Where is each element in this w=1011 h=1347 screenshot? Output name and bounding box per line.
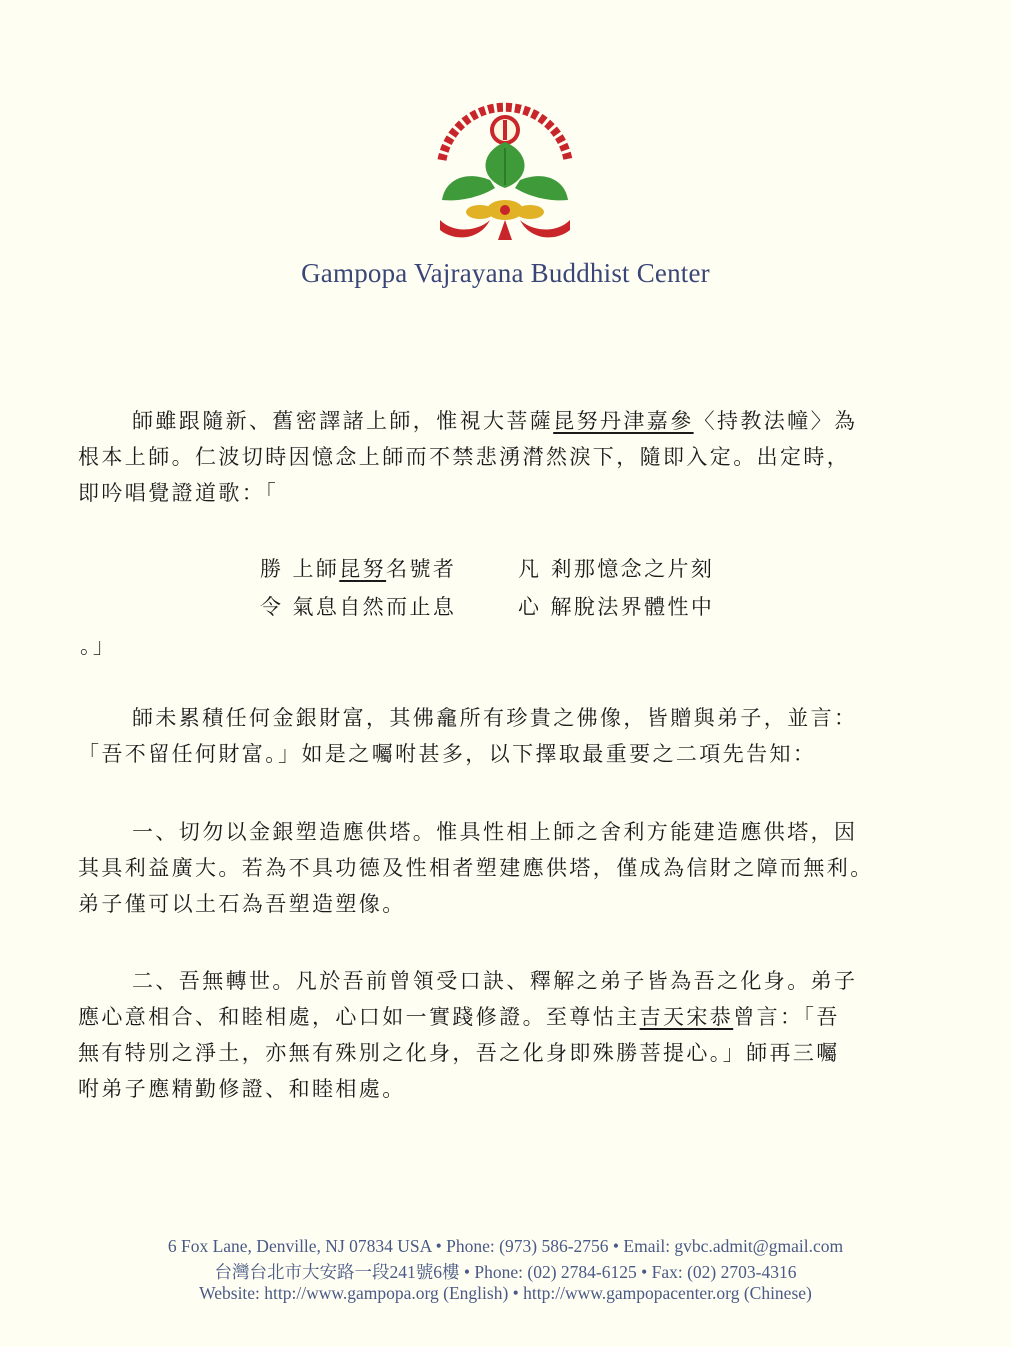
- paragraph-4: [78, 963, 918, 1107]
- verse-line-2: 令 氣息自然而止息 心 解脫法界體性中: [260, 591, 456, 621]
- paragraph-2: [78, 700, 918, 772]
- logo-emblem-icon: [420, 70, 590, 250]
- paragraph-4-line-1: 二、吾無轉世。凡於吾前曾領受口訣、釋解之弟子皆為吾之化身。弟子: [132, 969, 858, 993]
- paragraph-4-line-4: 咐弟子應精勤修證、和睦相處。: [78, 1077, 406, 1101]
- paragraph-1: [78, 403, 918, 511]
- verse-line-1: 勝 上師昆努名號者 凡 剎那憶念之片刻: [260, 553, 456, 583]
- paragraph-4-line-2: 應心意相合、和睦相處，心口如一實踐修證。至尊怙主吉天宋恭曾言：「吾: [78, 1005, 840, 1029]
- footer-address-taiwan: 台灣台北市大安路一段241號6樓 • Phone: (02) 2784-6125 • Fax: (02) 2703-4316: [214, 1262, 797, 1282]
- paragraph-1-line-1: 師雖跟隨新、舊密譯諸上師，惟視大菩薩昆努丹津嘉參〈持教法幢〉為: [132, 409, 858, 433]
- footer-websites: Website: http://www.gampopa.org (English) • http://www.gampopacenter.org (Chinese): [199, 1283, 812, 1303]
- paragraph-3-line-1: 一、切勿以金銀塑造應供塔。惟具性相上師之舍利方能建造應供塔，因: [132, 820, 858, 844]
- verse-underlined-name: 昆努: [339, 557, 387, 581]
- paragraph-3-line-2: 其具利益廣大。若為不具功德及性相者塑建應供塔，僅成為信財之障而無利。: [78, 856, 874, 880]
- paragraph-4-line-3: 無有特別之淨土，亦無有殊別之化身，吾之化身即殊勝菩提心。」師再三囑: [78, 1041, 840, 1065]
- paragraph-3-line-3: 弟子僅可以土石為吾塑造塑像。: [78, 892, 406, 916]
- organization-title: Gampopa Vajrayana Buddhist Center: [301, 258, 710, 288]
- paragraph-1-line-2: 根本上師。仁波切時因憶念上師而不禁悲湧潸然淚下，隨即入定。出定時，: [78, 445, 851, 469]
- footer-address-us: 6 Fox Lane, Denville, NJ 07834 USA • Phone: (973) 586-2756 • Email: gvbc.admit@gmail.com: [167, 1236, 844, 1256]
- paragraph-2-line-2: 「吾不留任何財富。」如是之囑咐甚多，以下擇取最重要之二項先告知：: [78, 742, 817, 766]
- verse-closing-quote: 。」: [80, 634, 117, 658]
- paragraph-3: [78, 814, 918, 922]
- verse-line-2-second-half: 心 解脫法界體性中: [518, 595, 715, 619]
- center-logo: [420, 70, 590, 250]
- underlined-name-jigten-sumgon: 吉天宋恭: [639, 1005, 734, 1029]
- paragraph-1-line-3: 即吟唱覺證道歌：「: [78, 481, 279, 505]
- verse-line-1-second-half: 凡 剎那憶念之片刻: [518, 557, 715, 581]
- paragraph-2-line-1: 師未累積任何金銀財富，其佛龕所有珍貴之佛像，皆贈與弟子，並言：: [132, 706, 858, 730]
- underlined-name-kunu: 昆努丹津嘉參: [553, 409, 694, 433]
